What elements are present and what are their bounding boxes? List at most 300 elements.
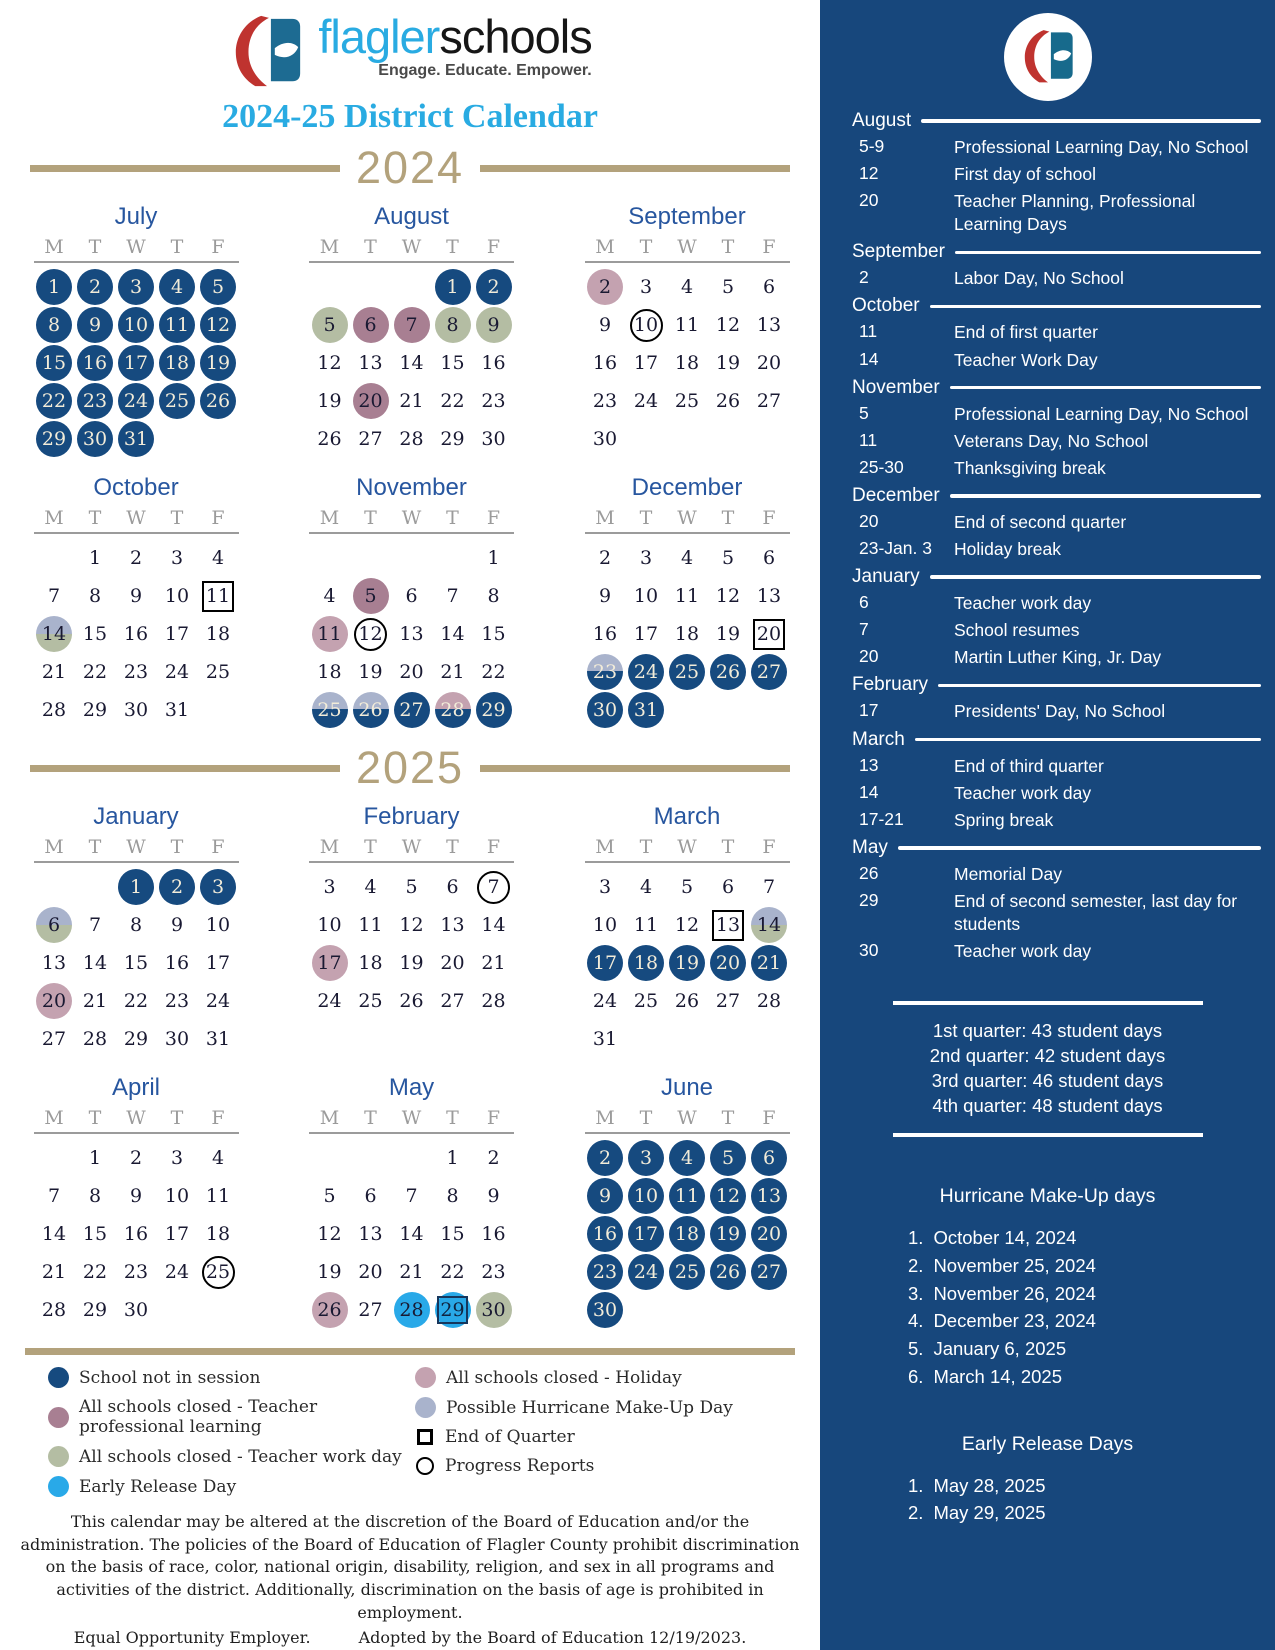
day-cell	[157, 906, 198, 944]
day-cell	[473, 691, 514, 729]
weekday-label: W	[677, 507, 697, 529]
day-cell	[432, 420, 473, 458]
day-cell	[198, 1215, 239, 1253]
year-separator-2024	[30, 142, 790, 194]
weekday-label: W	[401, 836, 422, 858]
day-cell	[309, 691, 350, 729]
day-cell	[585, 1177, 626, 1215]
day-plain: 16	[481, 1223, 506, 1245]
day-cell	[198, 420, 239, 458]
day-cell	[157, 539, 198, 577]
event-description: Teacher work day	[954, 593, 1092, 614]
day-navy: 26	[710, 654, 746, 690]
day-cell	[157, 1253, 198, 1291]
day-cell	[667, 653, 708, 691]
list-item	[908, 1472, 1275, 1500]
day-cell	[391, 1177, 432, 1215]
day-plain: 11	[674, 314, 700, 336]
day-plain: 2	[487, 1147, 500, 1169]
end-of-quarter-box: 13	[712, 910, 744, 941]
legend-right-column	[415, 1367, 733, 1497]
day-cell	[708, 306, 749, 344]
day-cell	[198, 906, 239, 944]
event-date: 11	[859, 321, 878, 342]
day-hurr-navy: 26	[353, 692, 389, 728]
day-navy: 20	[751, 1216, 787, 1252]
day-cell	[391, 868, 432, 906]
day-plain: 13	[756, 314, 782, 336]
day-plain: 8	[88, 1185, 102, 1207]
day-navy: 1	[36, 269, 72, 305]
day-cell	[626, 1020, 667, 1058]
weekday-label: M	[595, 1107, 615, 1129]
weekday-header	[585, 1107, 790, 1134]
day-navy: 17	[118, 345, 154, 381]
early-swatch	[48, 1476, 69, 1497]
weekday-label: T	[721, 236, 735, 258]
day-navy: 22	[36, 383, 72, 419]
day-cell	[708, 868, 749, 906]
day-plain: 7	[88, 914, 102, 936]
day-hurr-navy: 25	[312, 692, 348, 728]
day-plain: 17	[164, 1223, 190, 1245]
day-grid	[34, 868, 239, 1058]
day-cell	[116, 1139, 157, 1177]
event-date: 17	[859, 700, 879, 721]
month-title: January	[93, 803, 179, 830]
weekday-label: F	[486, 507, 501, 529]
day-cell	[116, 577, 157, 615]
day-plain: 21	[82, 990, 108, 1012]
calendar-grid-2024	[0, 194, 820, 736]
event-date: 7	[859, 619, 869, 640]
day-holiday: 26	[312, 1292, 348, 1328]
day-cell	[585, 982, 626, 1020]
day-plain: 11	[674, 585, 700, 607]
day-plain: 26	[317, 428, 342, 450]
day-cell	[309, 906, 350, 944]
legend-label: School not in session	[79, 1367, 261, 1388]
day-cell	[75, 1020, 116, 1058]
day-cell	[473, 420, 514, 458]
legend-label: All schools closed - Holiday	[446, 1367, 682, 1388]
list-date: March 14, 2025	[933, 1365, 1062, 1387]
day-plain: 22	[440, 1261, 465, 1283]
plearn-swatch	[48, 1407, 69, 1428]
quarter-count-row: 1st quarter: 43 student days	[932, 1020, 1163, 1042]
sidebar-month-header	[852, 295, 1261, 317]
day-cell	[708, 1020, 749, 1058]
day-plain: 3	[170, 547, 184, 569]
event-date: 20	[859, 190, 879, 211]
legend-left-column	[48, 1367, 415, 1497]
day-cell	[116, 420, 157, 458]
day-cell	[34, 382, 75, 420]
weekday-label: T	[88, 507, 102, 529]
day-plain: 28	[399, 428, 424, 450]
day-cell	[667, 1177, 708, 1215]
month-april	[25, 1065, 247, 1336]
sidebar-month-rule	[915, 738, 1261, 742]
disclaimer-text: This calendar may be altered at the discretion of the Board of Education and/or the administration. The policies of the Board of Education of Flagler County prohibit discrimination on the basis of race, color, national origin, disability, religion, and sex in all programs and activities of the district. Additionally, discrimination on the basis of age is prohibited in employment.	[20, 1512, 800, 1622]
day-cell	[198, 539, 239, 577]
day-plain: 30	[592, 428, 618, 450]
day-cell	[34, 1215, 75, 1253]
day-plain: 5	[323, 1185, 336, 1207]
legend-item	[48, 1476, 415, 1497]
day-plain: 22	[123, 990, 149, 1012]
day-plain: 10	[633, 585, 659, 607]
day-cell	[667, 944, 708, 982]
day-navy: 2	[587, 1140, 623, 1176]
day-cell	[198, 1253, 239, 1291]
sidebar-event-row	[852, 267, 1261, 290]
weekday-label: F	[486, 836, 501, 858]
day-cell	[473, 268, 514, 306]
legend-label: All schools closed - Teacher professional learning	[79, 1397, 318, 1437]
day-cell	[585, 268, 626, 306]
day-plain: 29	[82, 1299, 108, 1321]
day-cell	[432, 268, 473, 306]
day-cell	[708, 344, 749, 382]
sidebar-event-row	[852, 619, 1261, 642]
weekday-label: T	[639, 1107, 653, 1129]
quarter-day-counts	[893, 1001, 1203, 1137]
day-cell	[708, 982, 749, 1020]
weekday-header	[34, 836, 239, 863]
list-number: 4.	[908, 1310, 924, 1332]
day-cell	[350, 382, 391, 420]
day-cell	[350, 1291, 391, 1329]
day-cell	[157, 691, 198, 729]
day-cell	[749, 577, 790, 615]
day-plain: 29	[82, 699, 108, 721]
day-plearn: 5	[353, 578, 389, 614]
list-number: 2.	[908, 1502, 924, 1524]
day-holiday-navy: 28	[435, 692, 471, 728]
day-cell	[473, 653, 514, 691]
day-cell	[749, 268, 790, 306]
day-cell	[749, 1253, 790, 1291]
day-work: 30	[476, 1292, 512, 1328]
list-number: 1.	[908, 1227, 924, 1249]
event-description: Veterans Day, No School	[954, 430, 1149, 451]
day-plain: 19	[358, 661, 383, 683]
day-plain: 3	[323, 876, 336, 898]
day-cell	[157, 1177, 198, 1215]
day-cell	[350, 906, 391, 944]
day-cell	[749, 1139, 790, 1177]
weekday-label: F	[211, 836, 225, 858]
day-prog: 7	[477, 871, 510, 904]
holiday-swatch	[415, 1367, 436, 1388]
event-description: Labor Day, No School	[954, 268, 1124, 289]
event-description: Teacher work day	[954, 941, 1092, 962]
weekday-label: F	[486, 236, 501, 258]
day-plain: 15	[481, 623, 506, 645]
day-cell	[626, 577, 667, 615]
weekday-label: M	[319, 836, 340, 858]
day-plain: 29	[440, 428, 465, 450]
day-cell	[75, 382, 116, 420]
day-plain: 27	[715, 990, 741, 1012]
day-plain: 16	[592, 623, 618, 645]
day-cell	[309, 615, 350, 653]
day-plain: 13	[399, 623, 424, 645]
day-cell	[585, 1020, 626, 1058]
day-cell	[391, 982, 432, 1020]
month-title: October	[93, 474, 179, 501]
day-grid	[34, 539, 239, 729]
month-title: July	[114, 203, 158, 230]
day-cell	[708, 615, 749, 653]
day-cell	[473, 868, 514, 906]
event-date: 30	[859, 940, 879, 961]
day-cell	[157, 1139, 198, 1177]
day-navy: 16	[77, 345, 113, 381]
day-plain: 13	[756, 585, 782, 607]
day-navy: 1	[435, 269, 471, 305]
day-cell	[157, 982, 198, 1020]
day-navy: 5	[200, 269, 236, 305]
day-cell	[585, 577, 626, 615]
day-cell	[350, 420, 391, 458]
event-description: End of third quarter	[954, 755, 1104, 776]
day-cell	[749, 868, 790, 906]
day-cell	[391, 1139, 432, 1177]
weekday-label: W	[126, 1107, 146, 1129]
day-plain: 27	[358, 1299, 383, 1321]
flagler-schools-badge-icon	[1019, 27, 1077, 87]
event-description: Professional Learning Day, No School	[954, 137, 1249, 157]
day-cell	[432, 577, 473, 615]
day-plain: 12	[399, 914, 424, 936]
sidebar-month-header	[852, 485, 1261, 507]
day-cell	[75, 577, 116, 615]
legend-item	[415, 1397, 733, 1418]
day-navy: 18	[159, 345, 195, 381]
day-cell	[309, 382, 350, 420]
day-cell	[708, 691, 749, 729]
day-cell	[116, 268, 157, 306]
day-cell	[432, 653, 473, 691]
day-cell	[473, 906, 514, 944]
weekday-header	[585, 836, 790, 863]
day-cell	[473, 382, 514, 420]
day-cell	[157, 1020, 198, 1058]
event-date: 14	[859, 781, 879, 802]
hurr-swatch	[415, 1397, 436, 1418]
legend-item	[415, 1367, 733, 1388]
weekday-label: M	[595, 836, 615, 858]
day-plain: 2	[129, 547, 143, 569]
day-cell	[34, 653, 75, 691]
day-navy: 4	[159, 269, 195, 305]
end-of-quarter-swatch	[417, 1429, 433, 1445]
day-plain: 1	[88, 547, 102, 569]
sidebar-event-row	[852, 457, 1261, 480]
day-cell	[75, 982, 116, 1020]
day-cell	[350, 577, 391, 615]
weekday-label: T	[721, 507, 735, 529]
day-cell	[198, 868, 239, 906]
day-hurr-work: 14	[36, 616, 72, 652]
day-plain: 18	[317, 661, 342, 683]
day-cell	[391, 344, 432, 382]
day-plain: 12	[715, 314, 741, 336]
day-cell	[585, 1291, 626, 1329]
day-cell	[473, 982, 514, 1020]
list-number: 2.	[908, 1254, 924, 1276]
day-navy: 16	[587, 1216, 623, 1252]
quarter-count-row: 4th quarter: 48 student days	[932, 1095, 1163, 1117]
year-label-2024: 2024	[355, 142, 465, 193]
day-plain: 24	[317, 990, 342, 1012]
legend-label: Early Release Day	[79, 1476, 237, 1497]
day-plain: 27	[358, 428, 383, 450]
day-cell	[667, 906, 708, 944]
sidebar-month-header	[852, 241, 1261, 263]
event-description: End of second semester, last day for students	[954, 890, 1238, 934]
legend-label: Progress Reports	[445, 1456, 595, 1476]
day-grid	[585, 868, 790, 1058]
flagler-schools-logo-icon	[228, 12, 306, 92]
sidebar-month-rule	[930, 575, 1261, 579]
day-plain: 20	[358, 1261, 383, 1283]
day-cell	[749, 1177, 790, 1215]
day-plain: 25	[358, 990, 383, 1012]
day-cell	[198, 382, 239, 420]
day-cell	[309, 653, 350, 691]
day-cell	[34, 944, 75, 982]
month-october	[25, 465, 247, 736]
day-plain: 12	[317, 352, 342, 374]
day-plain: 31	[592, 1028, 618, 1050]
weekday-label: T	[170, 836, 184, 858]
day-plain: 27	[440, 990, 465, 1012]
day-cell	[626, 1253, 667, 1291]
day-grid	[309, 268, 514, 458]
weekday-label: T	[364, 507, 377, 529]
day-plain: 16	[123, 623, 149, 645]
day-cell	[749, 691, 790, 729]
day-plain: 28	[82, 1028, 108, 1050]
day-plearn: 7	[394, 307, 430, 343]
day-cell	[157, 382, 198, 420]
sidebar-month-rule	[950, 386, 1261, 390]
weekday-header	[309, 1107, 514, 1134]
day-cell	[157, 344, 198, 382]
day-navy: 2	[476, 269, 512, 305]
day-cell	[309, 344, 350, 382]
day-plain: 7	[47, 585, 61, 607]
month-july	[25, 194, 247, 465]
sidebar-month-label: November	[852, 376, 940, 398]
day-cell	[626, 868, 667, 906]
day-grid	[309, 539, 514, 729]
day-cell	[198, 1177, 239, 1215]
day-cell	[309, 577, 350, 615]
day-cell	[473, 944, 514, 982]
sidebar-month-label: September	[852, 241, 945, 263]
weekday-label: T	[170, 1107, 184, 1129]
day-plain: 28	[41, 1299, 67, 1321]
day-cell	[667, 868, 708, 906]
day-cell	[667, 539, 708, 577]
day-cell	[626, 653, 667, 691]
day-cell	[626, 691, 667, 729]
day-cell	[432, 615, 473, 653]
legend-item	[415, 1456, 733, 1476]
day-cell	[432, 539, 473, 577]
day-navy: 29	[476, 692, 512, 728]
day-cell	[309, 944, 350, 982]
day-plain: 11	[358, 914, 383, 936]
day-cell	[157, 577, 198, 615]
weekday-label: M	[595, 507, 615, 529]
day-eoq	[710, 907, 746, 943]
day-cell	[34, 868, 75, 906]
day-plain: 3	[598, 876, 612, 898]
event-date: 23-Jan. 3	[859, 538, 932, 559]
sidebar-month-rule	[921, 119, 1261, 123]
day-plain: 13	[358, 352, 383, 374]
day-plain: 20	[399, 661, 424, 683]
day-cell	[116, 344, 157, 382]
day-cell	[708, 577, 749, 615]
sidebar-month-rule	[938, 684, 1261, 688]
day-plain: 18	[674, 352, 700, 374]
day-plain: 10	[164, 1185, 190, 1207]
list-item	[908, 1335, 1275, 1363]
day-cell	[626, 344, 667, 382]
weekday-header	[585, 236, 790, 263]
day-navy: 25	[669, 1254, 705, 1290]
day-cell	[116, 1215, 157, 1253]
equal-opportunity-text: Equal Opportunity Employer.	[73, 1627, 311, 1647]
day-plain: 15	[123, 952, 149, 974]
day-cell	[391, 577, 432, 615]
day-cell	[75, 1139, 116, 1177]
day-cell	[626, 615, 667, 653]
day-navy: 13	[751, 1178, 787, 1214]
day-cell	[198, 944, 239, 982]
day-cell	[309, 539, 350, 577]
header-logo-row	[0, 0, 820, 92]
weekday-header	[585, 507, 790, 534]
day-cell	[309, 1139, 350, 1177]
weekday-label: M	[44, 236, 64, 258]
end-of-quarter-box: 20	[753, 619, 785, 650]
day-navy: 3	[118, 269, 154, 305]
year-label-2025: 2025	[355, 742, 465, 793]
day-navy: 27	[394, 692, 430, 728]
day-cell	[626, 1139, 667, 1177]
weekday-label: W	[677, 1107, 697, 1129]
weekday-label: T	[446, 1107, 459, 1129]
day-grid	[309, 1139, 514, 1329]
month-title: April	[111, 1074, 160, 1101]
weekday-label: T	[446, 507, 459, 529]
weekday-label: F	[762, 836, 776, 858]
day-plain: 27	[41, 1028, 67, 1050]
day-cell	[391, 1253, 432, 1291]
day-navy: 24	[118, 383, 154, 419]
day-cell	[116, 653, 157, 691]
day-plain: 15	[82, 1223, 108, 1245]
day-cell	[75, 944, 116, 982]
day-cell	[75, 1291, 116, 1329]
